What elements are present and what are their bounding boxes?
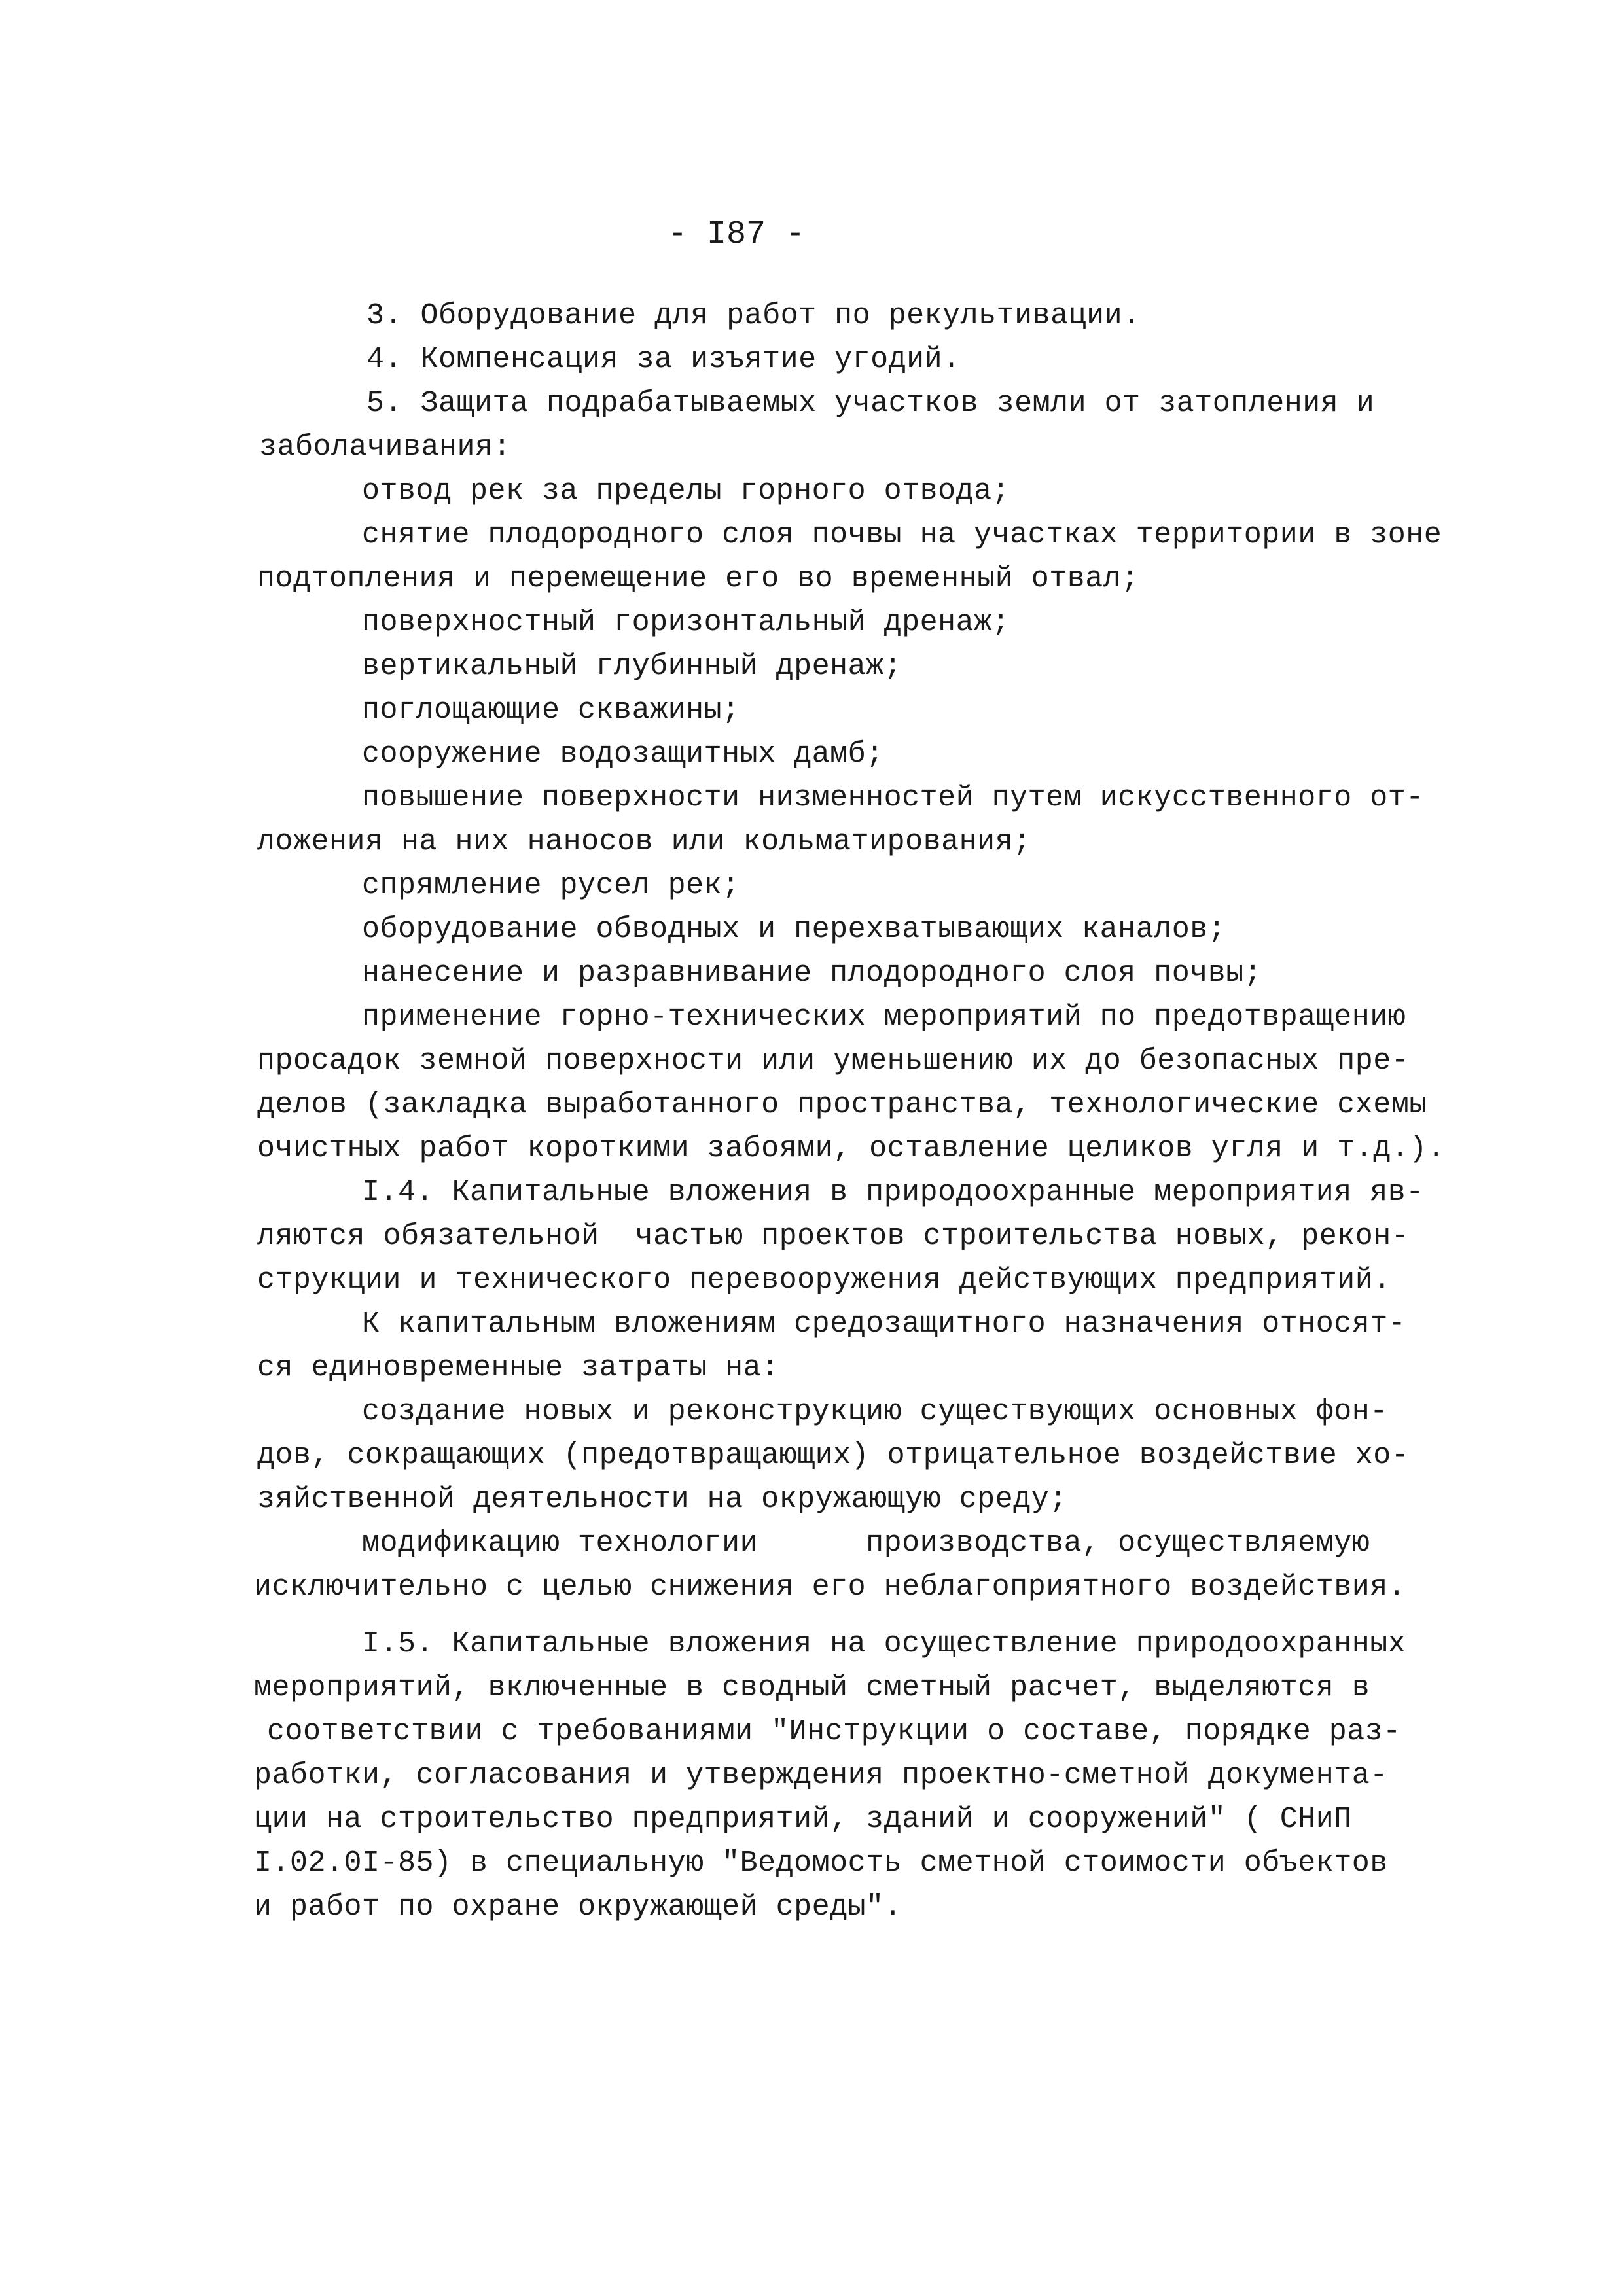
text-line: I.4. Капитальные вложения в природоохранные мероприятия яв- — [362, 1176, 1424, 1209]
text-line: ся единовременные затраты на: — [257, 1351, 779, 1385]
text-line: и работ по охране окружающей среды". — [254, 1890, 902, 1924]
text-line: вертикальный глубинный дренаж; — [362, 650, 902, 683]
text-line: применение горно-технических мероприятий по предотвращению — [362, 1000, 1406, 1034]
text-line: струкции и технического перевооружения действующих предприятий. — [257, 1263, 1391, 1297]
text-line: поверхностный горизонтальный дренаж; — [362, 606, 1010, 639]
text-line: ложения на них наносов или кольматирования; — [257, 825, 1031, 858]
text-line: соответствии с требованиями "Инструкции о составе, порядке раз- — [267, 1715, 1401, 1748]
text-line: ции на строительство предприятий, зданий и сооружений" ( СНиП — [254, 1803, 1352, 1836]
text-line: сооружение водозащитных дамб; — [362, 737, 884, 771]
text-line: нанесение и разравнивание плодородного слоя почвы; — [362, 957, 1262, 990]
text-line: подтопления и перемещение его во временный отвал; — [257, 562, 1139, 595]
text-line: спрямление русел рек; — [362, 869, 740, 902]
text-line: отвод рек за пределы горного отвода; — [362, 474, 1010, 508]
text-line: 3. Оборудование для работ по рекультивации. — [366, 299, 1141, 332]
text-line: работки, согласования и утверждения проектно-сметной документа- — [254, 1759, 1388, 1792]
text-line: К капитальным вложениям средозащитного назначения относят- — [362, 1307, 1406, 1341]
text-line: снятие плодородного слоя почвы на участках территории в зоне — [362, 518, 1442, 552]
text-line: поглощающие скважины; — [362, 694, 740, 727]
text-line: заболачивания: — [259, 431, 512, 464]
text-line: просадок земной поверхности или уменьшению их до безопасных пре- — [257, 1044, 1410, 1078]
page-number: - I87 - — [668, 216, 806, 253]
text-line: 4. Компенсация за изъятие угодий. — [366, 343, 961, 376]
text-line: 5. Защита подрабатываемых участков земли от затопления и — [366, 387, 1375, 420]
text-line: создание новых и реконструкцию существующих основных фон- — [362, 1395, 1388, 1428]
text-line: зяйственной деятельности на окружающую среду; — [257, 1483, 1067, 1516]
text-line: I.5. Капитальные вложения на осуществление природоохранных — [362, 1627, 1406, 1661]
text-line: исключительно с целью снижения его неблагоприятного воздействия. — [254, 1570, 1406, 1604]
text-line: мероприятий, включенные в сводный сметный расчет, выделяются в — [254, 1671, 1370, 1704]
text-line: модификацию технологии производства, осуществляемую — [362, 1527, 1370, 1560]
text-line: I.02.0I-85) в специальную "Ведомость сметной стоимости объектов — [254, 1846, 1388, 1880]
text-line: очистных работ короткими забоями, оставление целиков угля и т.д.). — [257, 1132, 1446, 1165]
text-line: делов (закладка выработанного пространства, технологические схемы — [257, 1088, 1427, 1122]
text-line: повышение поверхности низменностей путем искусственного от- — [362, 781, 1424, 815]
text-line: оборудование обводных и перехватывающих каналов; — [362, 913, 1226, 946]
text-line: дов, сокращающих (предотвращающих) отрицательное воздействие хо- — [257, 1439, 1410, 1472]
text-line: ляются обязательной частью проектов строительства новых, рекон- — [257, 1220, 1410, 1253]
